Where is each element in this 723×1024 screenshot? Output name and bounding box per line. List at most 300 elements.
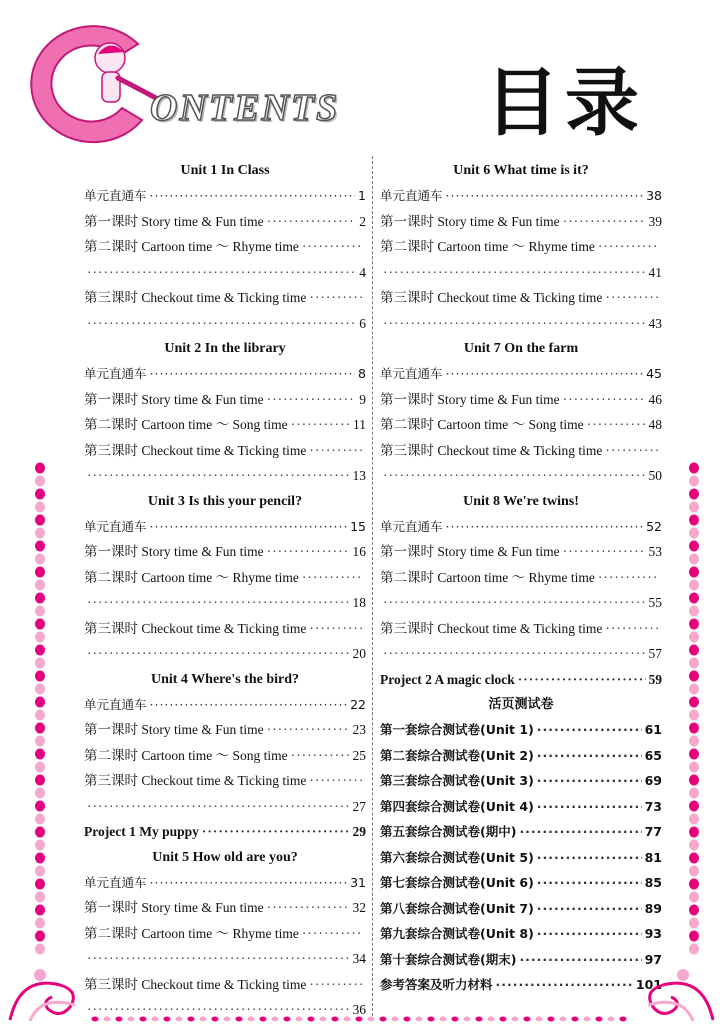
toc-test-entry — [380, 819, 662, 845]
dot-leader — [383, 641, 646, 667]
toc-entry-label: 第二课时 Cartoon time ～ Song time — [380, 417, 584, 432]
bead-dot — [689, 580, 699, 591]
toc-entry-label: 第三课时 Checkout time & Ticking time — [84, 290, 307, 305]
bead-dot — [224, 1017, 231, 1022]
dot-leader — [302, 921, 363, 947]
toc-entry-label: 第六套综合测试卷(Unit 5) — [380, 849, 534, 865]
bead-dot — [689, 814, 699, 825]
toc-entry-continuation — [84, 794, 366, 820]
dot-leader — [605, 616, 659, 642]
bead-dot — [128, 1017, 135, 1022]
toc-entry-label: 第一套综合测试卷(Unit 1) — [380, 722, 534, 737]
toc-entry — [84, 616, 366, 642]
dot-leader — [309, 768, 363, 794]
toc-entry-label: 单元直通车 — [380, 188, 443, 203]
dot-leader — [309, 972, 363, 998]
bead-dot — [35, 879, 45, 890]
page-number: 45 — [646, 366, 662, 381]
page-number: 2 — [359, 213, 366, 229]
bead-dot — [500, 1017, 507, 1022]
toc-entry — [380, 387, 662, 413]
toc-entry — [380, 285, 662, 311]
page-number: 25 — [352, 747, 366, 763]
toc-entry-continuation — [380, 463, 662, 489]
bead-dot — [689, 528, 699, 539]
bead-dot — [689, 658, 699, 669]
bead-dot — [35, 918, 45, 929]
bead-dot — [140, 1017, 147, 1022]
toc-entry — [84, 717, 366, 743]
toc-entry — [84, 412, 366, 438]
page-number: 20 — [352, 646, 366, 661]
dot-leader — [537, 845, 642, 871]
dot-leader — [605, 285, 659, 311]
page-number: 22 — [350, 696, 366, 712]
page-number: 43 — [648, 315, 662, 331]
bead-dot — [689, 645, 699, 656]
bead-dot — [689, 840, 699, 851]
bead-dot — [35, 554, 45, 565]
dot-leader — [291, 412, 350, 438]
bead-dot — [35, 775, 45, 786]
page-number: 36 — [352, 1002, 366, 1017]
toc-entry — [84, 692, 366, 718]
bead-dot — [689, 515, 699, 526]
bead-dot — [35, 502, 45, 513]
bead-dot — [689, 463, 699, 474]
toc-entry — [380, 438, 662, 464]
toc-entry-label: 单元直通车 — [84, 366, 147, 381]
bead-dot — [35, 541, 45, 552]
bead-dot — [35, 892, 45, 903]
toc-entry — [380, 412, 662, 438]
toc-entry-label: 第二课时 Cartoon time ～ Rhyme time — [84, 925, 299, 941]
bead-dot — [368, 1017, 375, 1022]
toc-entry-label: 第一课时 Story time & Fun time — [84, 544, 264, 559]
bead-dot — [689, 866, 699, 877]
bead-dot — [35, 866, 45, 877]
contents-c-logo — [18, 16, 168, 146]
page-number: 69 — [644, 773, 662, 788]
unit-heading: Unit 6 What time is it? — [453, 163, 589, 178]
toc-entry-label: 第十套综合测试卷(期末) — [380, 951, 517, 967]
dot-leader — [309, 438, 363, 464]
dot-leader — [267, 717, 350, 743]
right-bead-border — [684, 462, 704, 982]
toc-entry-label: 第一课时 Story time & Fun time — [380, 213, 560, 229]
bead-dot — [152, 1017, 159, 1022]
bead-dot — [35, 658, 45, 669]
left-bead-border — [30, 462, 50, 982]
page-number: 65 — [644, 747, 662, 763]
toc-entry-label: 第三课时 Checkout time & Ticking time — [84, 442, 307, 458]
toc-entry — [380, 514, 662, 540]
dot-leader — [291, 743, 350, 769]
dot-leader — [87, 463, 350, 489]
bead-dot — [620, 1017, 627, 1022]
dot-leader — [150, 514, 348, 540]
page-number: 57 — [648, 646, 662, 661]
toc-entry — [84, 539, 366, 565]
dot-leader — [302, 565, 363, 591]
page-number: 18 — [352, 595, 366, 610]
contents-word: ONTENTS — [150, 87, 340, 129]
toc-entry — [380, 361, 662, 387]
toc-entry — [84, 743, 366, 769]
bead-dot — [524, 1017, 531, 1022]
dot-leader — [537, 717, 642, 743]
dot-leader — [302, 234, 363, 260]
page-number: 32 — [352, 900, 366, 915]
bead-dot — [536, 1017, 543, 1022]
page-number: 8 — [358, 366, 366, 381]
bead-dot — [200, 1017, 207, 1022]
bead-dot — [296, 1017, 303, 1022]
dot-leader — [150, 870, 348, 896]
unit-heading: Unit 7 On the farm — [463, 341, 579, 356]
bead-dot — [464, 1017, 471, 1022]
page-number: 81 — [644, 849, 662, 865]
toc-entry-label: 第四套综合测试卷(Unit 4) — [380, 798, 534, 814]
page-number: 27 — [352, 798, 366, 814]
bead-dot — [689, 489, 699, 500]
bead-dot — [689, 554, 699, 565]
page-number: 46 — [648, 391, 662, 407]
dot-leader — [150, 361, 356, 387]
toc-entry-label: 第三课时 Checkout time & Ticking time — [84, 773, 307, 788]
toc-test-entry — [380, 896, 662, 922]
bead-dot — [560, 1017, 567, 1022]
page-number: 23 — [352, 722, 366, 737]
bead-dot — [248, 1017, 255, 1022]
dot-leader — [87, 641, 350, 667]
bead-dot — [164, 1017, 171, 1022]
dot-leader — [598, 234, 659, 260]
bead-dot — [476, 1017, 483, 1022]
toc-entry — [380, 539, 662, 565]
page-number: 1 — [358, 188, 366, 203]
dot-leader — [87, 794, 350, 820]
bead-dot — [35, 749, 45, 760]
bead-dot — [689, 632, 699, 643]
dot-leader — [150, 692, 348, 718]
toc-project-entry — [380, 667, 662, 693]
bead-dot — [689, 697, 699, 708]
bead-dot — [689, 502, 699, 513]
bead-dot — [332, 1017, 339, 1022]
bead-dot — [260, 1017, 267, 1022]
bead-dot — [92, 1017, 99, 1022]
dot-leader — [605, 438, 659, 464]
toc-entry — [84, 921, 366, 947]
page-number: 50 — [648, 468, 662, 483]
dot-leader — [267, 895, 350, 921]
page-number: 48 — [648, 417, 662, 432]
bead-dot — [689, 801, 699, 812]
bead-dot — [35, 827, 45, 838]
dot-leader — [537, 743, 642, 769]
page-number: 85 — [644, 875, 662, 890]
toc-entry-label: 单元直通车 — [380, 366, 443, 381]
toc-entry-label: 第三课时 Checkout time & Ticking time — [84, 620, 307, 636]
unit-heading: Unit 3 Is this your pencil? — [147, 493, 303, 509]
unit-heading: Unit 2 In the library — [164, 341, 286, 356]
toc-entry-label: 第三套综合测试卷(Unit 3) — [380, 773, 534, 788]
bead-dot — [440, 1017, 447, 1022]
page-number: 55 — [648, 595, 662, 610]
bead-dot — [35, 684, 45, 695]
page-number: 77 — [644, 824, 662, 839]
bead-dot — [689, 736, 699, 747]
toc-entry-label: 参考答案及听力材料 — [380, 977, 493, 992]
toc-test-entry — [380, 921, 662, 947]
bead-dot — [416, 1017, 423, 1022]
toc-entry-label: 第九套综合测试卷(Unit 8) — [380, 926, 534, 941]
dot-leader — [519, 819, 641, 845]
bead-dot — [596, 1017, 603, 1022]
bead-dot — [35, 736, 45, 747]
bead-dot — [35, 697, 45, 708]
dot-leader — [537, 921, 642, 947]
toc-test-entry — [380, 870, 662, 896]
bead-dot — [689, 684, 699, 695]
bead-dot — [689, 710, 699, 721]
toc-entry-label: 第三课时 Checkout time & Ticking time — [380, 442, 603, 458]
bead-dot — [35, 853, 45, 864]
dot-leader — [383, 590, 646, 616]
toc-entry-label: 单元直通车 — [84, 188, 147, 203]
bead-dot — [212, 1017, 219, 1022]
bead-dot — [104, 1017, 111, 1022]
toc-entry — [84, 870, 366, 896]
toc-entry — [380, 209, 662, 235]
toc-entry — [380, 183, 662, 209]
page-number: 101 — [635, 977, 662, 992]
toc-entry-label: 第八套综合测试卷(Unit 7) — [380, 900, 534, 916]
page-number: 15 — [350, 518, 366, 534]
bead-dot — [35, 801, 45, 812]
toc-entry-label: 单元直通车 — [84, 518, 147, 534]
bead-dot — [689, 918, 699, 929]
dot-leader — [598, 565, 659, 591]
toc-entry-label: 第二课时 Cartoon time ～ Rhyme time — [84, 239, 299, 254]
dot-leader — [309, 616, 363, 642]
toc-entry-label: 第三课时 Checkout time & Ticking time — [380, 290, 603, 305]
page-number: 6 — [359, 315, 366, 331]
toc-entry-continuation — [380, 590, 662, 616]
page-number: 34 — [352, 951, 366, 966]
page-title: 目录 — [485, 60, 645, 146]
page-number: 61 — [644, 722, 662, 737]
bead-dot — [35, 606, 45, 617]
bead-dot — [35, 905, 45, 916]
dot-leader — [537, 870, 642, 896]
dot-leader — [446, 361, 644, 387]
toc-right-column — [380, 158, 662, 998]
bead-dot — [176, 1017, 183, 1022]
toc-entry-label: 第一课时 Story time & Fun time — [380, 391, 560, 407]
page-number: 4 — [359, 264, 366, 280]
page-number: 31 — [350, 874, 366, 890]
bead-dot — [548, 1017, 555, 1022]
toc-entry-continuation — [84, 311, 366, 337]
toc-entry — [84, 565, 366, 591]
page-number: 93 — [644, 926, 662, 941]
bead-dot — [380, 1017, 387, 1022]
page-number: 11 — [353, 417, 366, 432]
bead-dot — [35, 580, 45, 591]
page-number: 73 — [644, 798, 662, 814]
bead-dot — [272, 1017, 279, 1022]
dot-leader — [87, 260, 356, 286]
toc-entry-label: Project 2 A magic clock — [380, 671, 515, 687]
toc-entry-label: 第二课时 Cartoon time ～ Song time — [84, 747, 288, 763]
toc-entry-label: 第三课时 Checkout time & Ticking time — [380, 620, 603, 636]
bead-dot — [116, 1017, 123, 1022]
dot-leader — [383, 260, 646, 286]
bead-dot — [35, 710, 45, 721]
dot-leader — [383, 311, 646, 337]
unit-heading: Unit 1 In Class — [180, 163, 270, 178]
bead-dot — [689, 827, 699, 838]
dot-leader — [267, 539, 350, 565]
right-corner-swirl-decoration — [633, 935, 723, 1024]
unit-heading: Unit 8 We're twins! — [463, 493, 579, 509]
dot-leader — [87, 311, 356, 337]
bead-dot — [35, 788, 45, 799]
dot-leader — [537, 896, 642, 922]
page-number: 9 — [359, 391, 366, 407]
dot-leader — [587, 412, 646, 438]
toc-entry-label: 单元直通车 — [380, 518, 443, 534]
toc-entry-label: 第七套综合测试卷(Unit 6) — [380, 875, 534, 890]
toc-entry-label: 第一课时 Story time & Fun time — [84, 900, 264, 915]
column-divider — [372, 156, 373, 1016]
toc-entry — [84, 972, 366, 998]
dot-leader — [537, 794, 642, 820]
section-subheading: 活页测试卷 — [488, 697, 554, 712]
bead-dot — [689, 541, 699, 552]
toc-entry-continuation — [380, 260, 662, 286]
toc-entry — [84, 361, 366, 387]
bead-dot — [689, 762, 699, 773]
bead-dot — [689, 775, 699, 786]
toc-test-entry — [380, 794, 662, 820]
bead-dot — [689, 619, 699, 630]
page-number: 41 — [648, 264, 662, 280]
toc-entry-continuation — [84, 946, 366, 972]
unit-heading: Unit 5 How old are you? — [152, 849, 298, 865]
toc-entry-label: 第一课时 Story time & Fun time — [380, 544, 560, 559]
bead-dot — [689, 905, 699, 916]
dot-leader — [267, 387, 357, 413]
toc-entry-continuation — [84, 463, 366, 489]
toc-entry — [84, 234, 366, 260]
dot-leader — [446, 514, 644, 540]
page-header — [0, 0, 723, 150]
page-number: 29 — [352, 824, 366, 839]
bead-dot — [35, 567, 45, 578]
toc-test-entry — [380, 743, 662, 769]
bead-dot — [608, 1017, 615, 1022]
page-number: 59 — [648, 671, 662, 687]
bead-dot — [35, 619, 45, 630]
bead-dot — [689, 749, 699, 760]
toc-entry-label: 第一课时 Story time & Fun time — [84, 213, 264, 229]
bead-dot — [689, 567, 699, 578]
bead-dot — [188, 1017, 195, 1022]
bead-dot — [356, 1017, 363, 1022]
bead-dot — [512, 1017, 519, 1022]
toc-test-entry — [380, 845, 662, 871]
dot-leader — [267, 209, 357, 235]
dot-leader — [309, 285, 363, 311]
bead-dot — [35, 489, 45, 500]
toc-project-entry — [84, 819, 366, 845]
toc-entry-continuation — [84, 260, 366, 286]
toc-entry — [84, 895, 366, 921]
page-number: 53 — [648, 544, 662, 559]
bead-dot — [35, 671, 45, 682]
toc-entry — [380, 616, 662, 642]
toc-test-entry — [380, 972, 662, 998]
bead-dot — [689, 671, 699, 682]
bead-dot — [320, 1017, 327, 1022]
bead-dot — [584, 1017, 591, 1022]
toc-entry-label: 第二课时 Cartoon time ～ Rhyme time — [380, 239, 595, 254]
bead-dot — [392, 1017, 399, 1022]
dot-leader — [150, 183, 356, 209]
toc-entry-label: 第一课时 Story time & Fun time — [84, 391, 264, 407]
dot-leader — [87, 946, 350, 972]
dot-leader — [87, 590, 350, 616]
bead-dot — [689, 788, 699, 799]
bead-dot — [689, 892, 699, 903]
toc-entry-label: 第五套综合测试卷(期中) — [380, 824, 517, 839]
toc-test-entry — [380, 717, 662, 743]
toc-entry-label: 单元直通车 — [84, 696, 147, 712]
toc-entry — [380, 565, 662, 591]
dot-leader — [519, 947, 641, 973]
bead-dot — [284, 1017, 291, 1022]
bead-dot — [689, 476, 699, 487]
dot-leader — [518, 667, 646, 693]
toc-left-column — [84, 158, 366, 1023]
toc-entry — [84, 209, 366, 235]
bead-dot — [689, 593, 699, 604]
bead-dot — [35, 632, 45, 643]
bead-dot — [572, 1017, 579, 1022]
bead-dot — [344, 1017, 351, 1022]
toc-entry — [84, 285, 366, 311]
bead-dot — [689, 879, 699, 890]
bead-dot — [35, 723, 45, 734]
bead-dot — [308, 1017, 315, 1022]
bead-dot — [452, 1017, 459, 1022]
page-number: 16 — [352, 544, 366, 559]
bead-dot — [35, 463, 45, 474]
dot-leader — [202, 819, 350, 845]
toc-test-entry — [380, 768, 662, 794]
page-number: 52 — [646, 518, 662, 534]
unit-heading: Unit 4 Where's the bird? — [150, 671, 300, 687]
toc-entry-label: 第二课时 Cartoon time ～ Song time — [84, 417, 288, 432]
toc-entry-continuation — [84, 590, 366, 616]
toc-entry-label: 第二套综合测试卷(Unit 2) — [380, 747, 534, 763]
dot-leader — [496, 972, 633, 998]
bead-dot — [35, 515, 45, 526]
left-corner-swirl-decoration — [0, 935, 90, 1024]
